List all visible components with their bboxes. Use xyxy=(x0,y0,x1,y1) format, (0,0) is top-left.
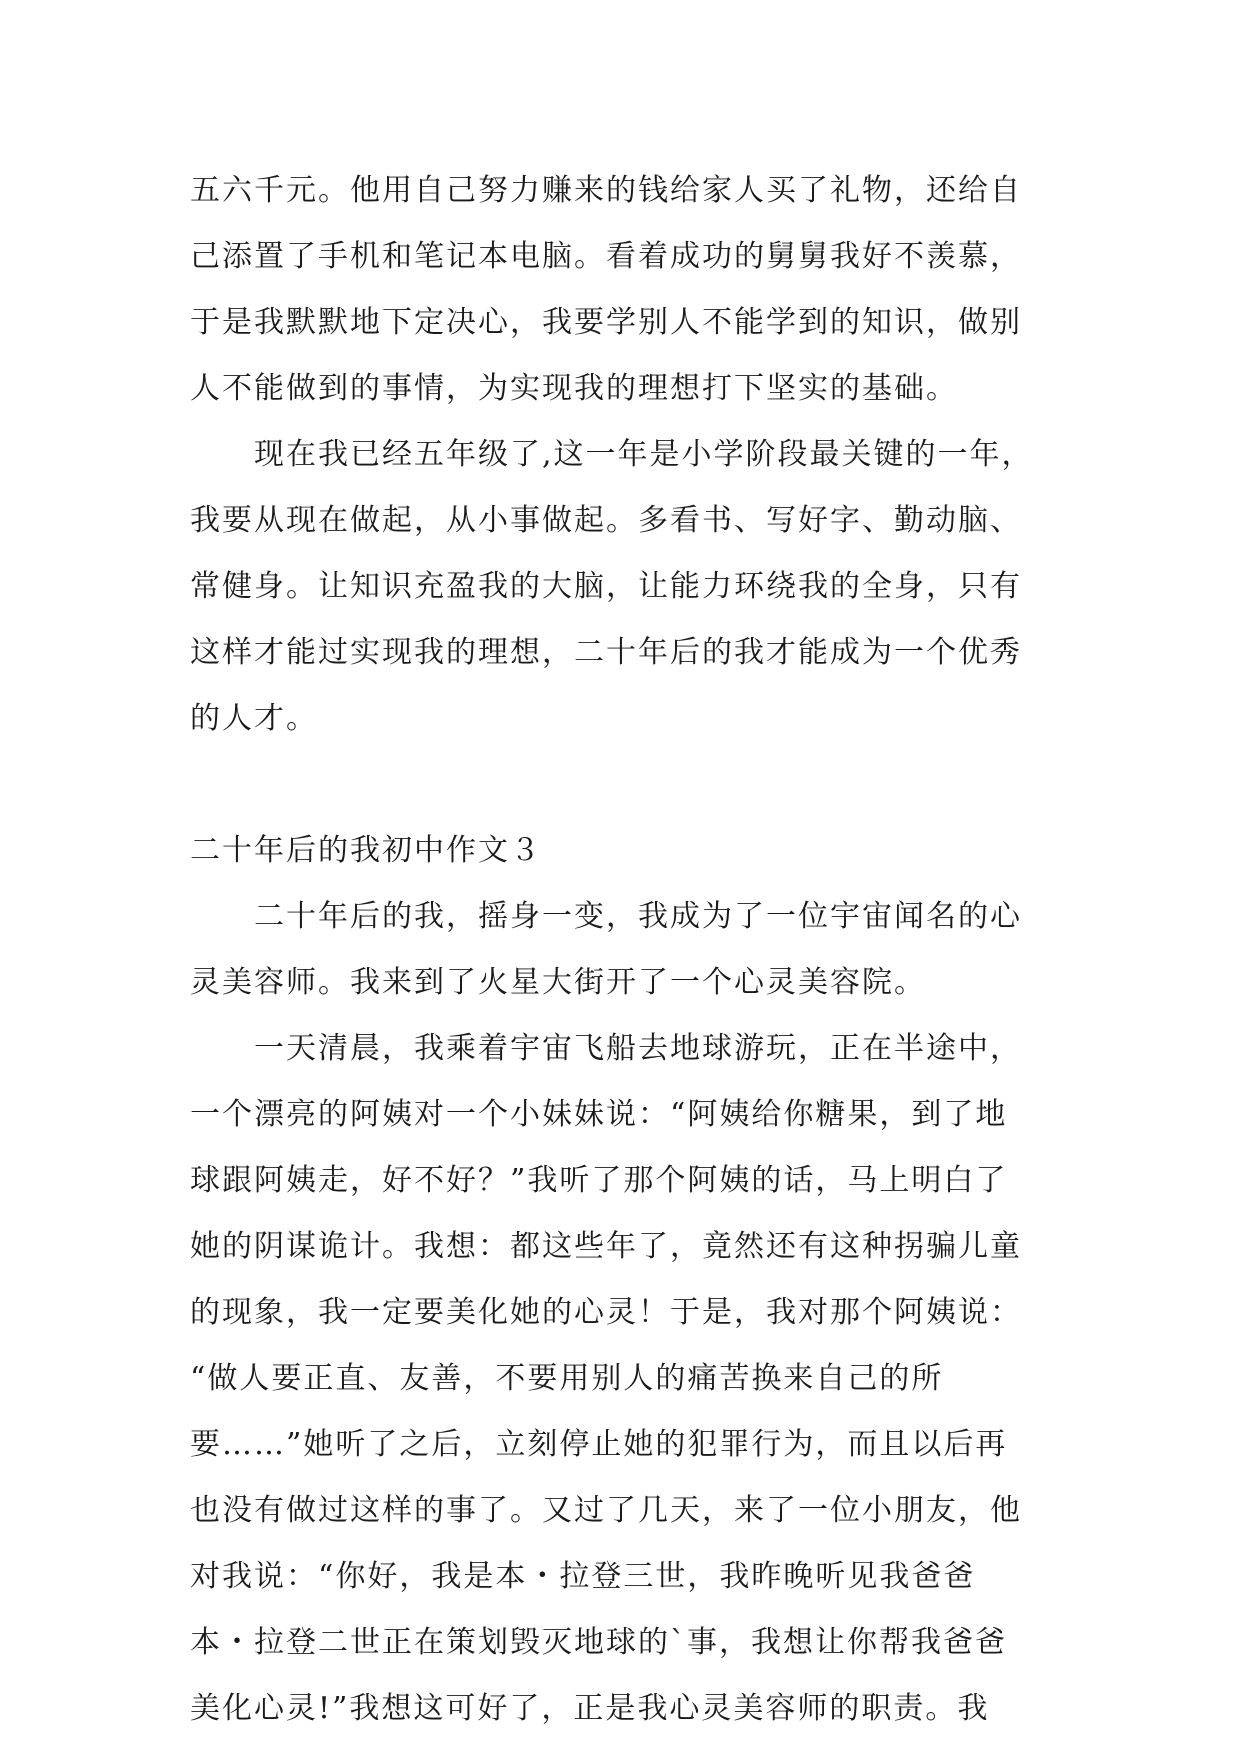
paragraph-line: 一个漂亮的阿姨对一个小妹妹说：“阿姨给你糖果，到了地 xyxy=(190,1097,1008,1132)
section-heading: 二十年后的我初中作文３ xyxy=(190,833,542,868)
paragraph-line: 这样才能过实现我的理想，二十年后的我才能成为一个优秀 xyxy=(190,635,1022,670)
paragraph-line: 本・拉登二世正在策划毁灭地球的`事，我想让你帮我爸爸 xyxy=(190,1625,1007,1660)
paragraph-3 xyxy=(190,884,1060,1016)
paragraph-line: 灵美容师。我来到了火星大街开了一个心灵美容院。 xyxy=(190,965,926,1000)
paragraph-2 xyxy=(190,422,1060,752)
paragraph-line: 美化心灵!”我想这可好了，正是我心灵美容师的职责。我 xyxy=(190,1691,990,1726)
paragraph-line: 要……”她听了之后，立刻停止她的犯罪行为，而且以后再 xyxy=(190,1427,1008,1462)
paragraph-line: 的人才。 xyxy=(190,701,318,736)
paragraph-line: 球跟阿姨走，好不好？”我听了那个阿姨的话，马上明白了 xyxy=(190,1163,1008,1198)
paragraph-line: 五六千元。他用自己努力赚来的钱给家人买了礼物，还给自 xyxy=(190,173,1022,208)
paragraph-line: 二十年后的我，摇身一变，我成为了一位宇宙闻名的心 xyxy=(254,899,1022,934)
paragraph-line: 现在我已经五年级了,这一年是小学阶段最关键的一年， xyxy=(254,437,1034,472)
section-spacer xyxy=(190,752,1060,818)
paragraph-line: 也没有做过这样的事了。又过了几天，来了一位小朋友，他 xyxy=(190,1493,1022,1528)
paragraph-line: 于是我默默地下定决心，我要学别人不能学到的知识，做别 xyxy=(190,305,1022,340)
paragraph-line: 的现象，我一定要美化她的心灵！于是，我对那个阿姨说： xyxy=(190,1295,1022,1330)
document-body xyxy=(190,158,1060,1742)
paragraph-line: 常健身。让知识充盈我的大脑，让能力环绕我的全身，只有 xyxy=(190,569,1022,604)
paragraph-line: “做人要正直、友善，不要用别人的痛苦换来自己的所 xyxy=(190,1361,944,1396)
paragraph-line: 我要从现在做起，从小事做起。多看书、写好字、勤动脑、 xyxy=(190,503,1022,538)
paragraph-line: 对我说：“你好，我是本・拉登三世，我昨晚听见我爸爸 xyxy=(190,1559,976,1594)
paragraph-4 xyxy=(190,1016,1060,1742)
paragraph-line: 人不能做到的事情，为实现我的理想打下坚实的基础。 xyxy=(190,371,958,406)
paragraph-line: 己添置了手机和笔记本电脑。看着成功的舅舅我好不羡慕， xyxy=(190,239,1022,274)
paragraph-1 xyxy=(190,158,1060,422)
paragraph-line: 一天清晨，我乘着宇宙飞船去地球游玩，正在半途中， xyxy=(254,1031,1022,1066)
paragraph-line: 她的阴谋诡计。我想：都这些年了，竟然还有这种拐骗儿童 xyxy=(190,1229,1022,1264)
